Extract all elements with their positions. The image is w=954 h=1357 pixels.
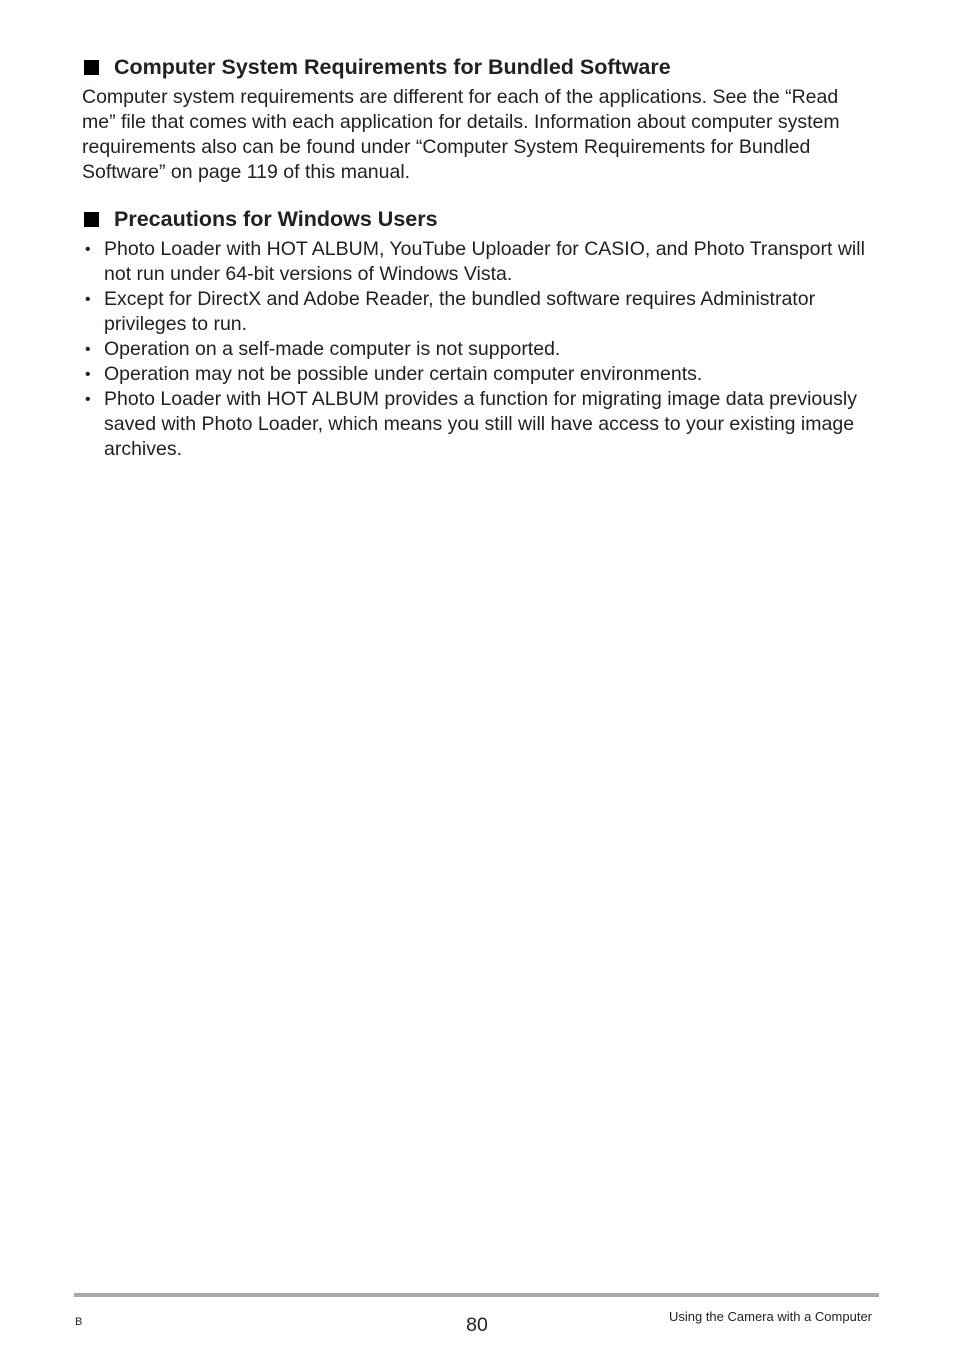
list-item: [82, 362, 882, 387]
list-item-text: Photo Loader with HOT ALBUM provides a function for migrating image data previously saved with Photo Loader, which means you still will have access to your existing image archives.: [104, 388, 857, 460]
black-square-icon: [84, 212, 99, 227]
section-heading: [82, 53, 882, 81]
list-item: [82, 237, 882, 287]
page-number: 80: [466, 1314, 488, 1336]
section-body-text: Computer system requirements are different for each of the applications. See the “Read me” file that comes with each application for details. Information about computer system requirements also can be found under “Computer System Requirements for Bundled Software” on page 119 of this manual.: [82, 86, 840, 183]
bullet-icon: •: [85, 291, 91, 308]
list-item: [82, 387, 882, 462]
list-item: [82, 337, 882, 362]
list-item-text: Operation on a self-made computer is not supported.: [104, 338, 561, 360]
bullet-icon: •: [85, 341, 91, 358]
footer-language-code: B: [75, 1316, 83, 1328]
bullet-icon: •: [85, 366, 91, 383]
section-windows-precautions: [82, 205, 882, 462]
section-heading-text: Computer System Requirements for Bundled Software: [114, 55, 671, 79]
footer-divider: [74, 1293, 879, 1297]
list-item: [82, 287, 882, 337]
list-item-text: Operation may not be possible under certain computer environments.: [104, 363, 703, 385]
list-item-text: Photo Loader with HOT ALBUM, YouTube Uploader for CASIO, and Photo Transport will not run under 64-bit versions of Windows Vista.: [104, 238, 865, 285]
black-square-icon: [84, 60, 99, 75]
list-item-text: Except for DirectX and Adobe Reader, the bundled software requires Administrator privileges to run.: [104, 288, 816, 335]
footer-chapter-title: Using the Camera with a Computer: [668, 1309, 872, 1324]
bullet-icon: •: [85, 241, 91, 258]
section-system-requirements: [82, 53, 882, 185]
section-heading: [82, 205, 882, 233]
section-heading-text: Precautions for Windows Users: [114, 207, 438, 231]
precautions-list: [82, 237, 882, 462]
bullet-icon: •: [85, 391, 91, 408]
